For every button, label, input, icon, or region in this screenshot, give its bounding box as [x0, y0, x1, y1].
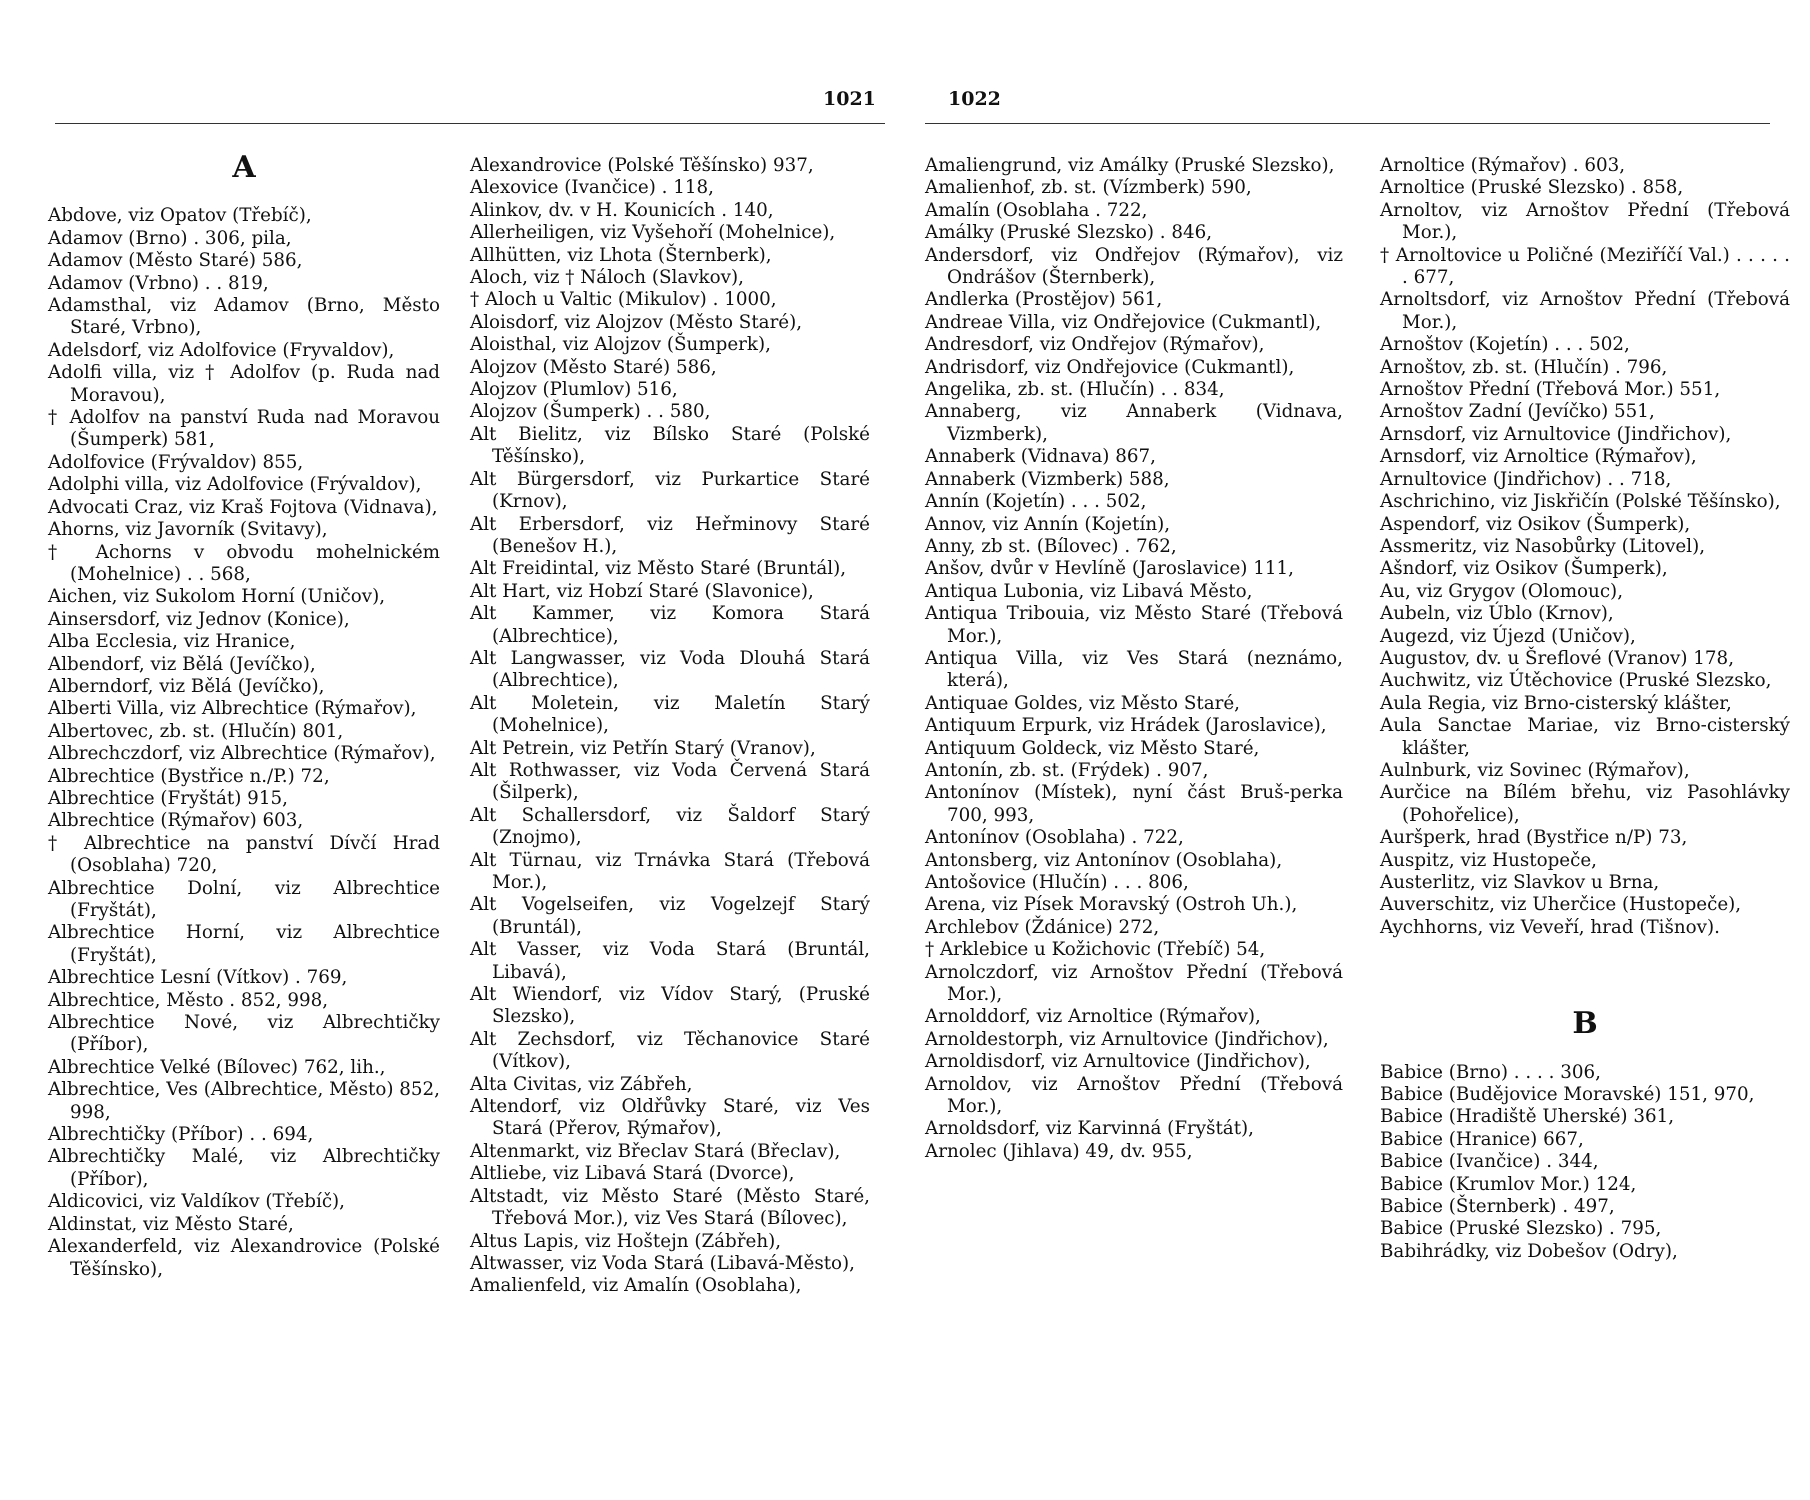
- index-entry: Altus Lapis, viz Hoštejn (Zábřeh),: [470, 1230, 782, 1252]
- index-entry: Alba Ecclesia, viz Hranice,: [48, 631, 296, 653]
- index-entry: † Aloch u Valtic (Mikulov) . 1000,: [470, 289, 777, 311]
- index-entry: Aubeln, viz Úblo (Krnov),: [1380, 603, 1614, 625]
- index-entry: Alberndorf, viz Bělá (Jevíčko),: [48, 675, 325, 697]
- index-entry: Alt Schallersdorf, viz Šaldorf Starý (Znojmo),: [470, 804, 870, 849]
- index-entry: Alt Petrein, viz Petřín Starý (Vranov),: [470, 737, 816, 759]
- index-entry: Arnoštov Přední (Třebová Mor.) 551,: [1380, 379, 1721, 401]
- index-entry: Auverschitz, viz Uherčice (Hustopeče),: [1380, 894, 1742, 916]
- index-entry: Arnsdorf, viz Arnoltice (Rýmařov),: [1380, 446, 1697, 468]
- index-entry: Alinkov, dv. v H. Kounicích . 140,: [470, 199, 774, 221]
- index-entry: Alexanderfeld, viz Alexandrovice (Polské Těšínsko),: [48, 1236, 440, 1280]
- index-entry: Alt Freidintal, viz Město Staré (Bruntál),: [470, 558, 847, 580]
- index-entry: Alt Zechsdorf, viz Těchanovice Staré (Vítkov),: [470, 1028, 870, 1073]
- index-entry: † Albrechtice na panství Dívčí Hrad (Osoblaha) 720,: [48, 832, 440, 877]
- index-entry: Assmeritz, viz Nasobůrky (Litovel),: [1380, 535, 1706, 557]
- index-entry: Archlebov (Ždánice) 272,: [925, 916, 1160, 938]
- index-entry: Aulnburk, viz Sovinec (Rýmařov),: [1380, 759, 1690, 781]
- index-entry: Alexandrovice (Polské Těšínsko) 937,: [470, 155, 814, 176]
- index-entry: Antonín, zb. st. (Frýdek) . 907,: [925, 759, 1209, 781]
- section-letter: A: [232, 150, 256, 185]
- index-entry: Albrechtičky Malé, viz Albrechtičky (Příbor),: [48, 1146, 440, 1190]
- index-entry: Albrechtice Nové, viz Albrechtičky (Příbor),: [48, 1012, 440, 1056]
- index-entry: Andersdorf, viz Ondřejov (Rýmařov), viz Ondrášov (Šternberk),: [925, 244, 1343, 289]
- index-entry: Adelsdorf, viz Adolfovice (Fryvaldov),: [48, 339, 395, 361]
- index-entry: Annaberg, viz Annaberk (Vidnava, Vizmberk),: [925, 401, 1343, 445]
- header-rule: [55, 123, 885, 124]
- index-entry: Ainsersdorf, viz Jednov (Konice),: [48, 608, 350, 630]
- index-entry: Antiquae Goldes, viz Město Staré,: [925, 692, 1240, 714]
- page-number: 1021: [823, 88, 876, 110]
- index-entry: Babice (Pruské Slezsko) . 795,: [1380, 1218, 1662, 1240]
- index-entry: Aula Sanctae Mariae, viz Brno-cisterský klášter,: [1380, 715, 1790, 759]
- index-entry: Alt Vasser, viz Voda Stará (Bruntál, Libavá),: [470, 939, 870, 983]
- index-entry: Annaberk (Vizmberk) 588,: [925, 468, 1170, 490]
- index-entry: Albrechtičky (Příbor) . . 694,: [48, 1124, 314, 1146]
- index-entry: Advocati Craz, viz Kraš Fojtova (Vidnava),: [48, 496, 438, 518]
- index-entry: Adamov (Město Staré) 586,: [48, 250, 303, 272]
- index-entry: Arnoldsdorf, viz Karvinná (Fryštát),: [925, 1118, 1254, 1140]
- index-entry: Andreae Villa, viz Ondřejovice (Cukmantl),: [925, 311, 1322, 333]
- index-entry: Antiqua Lubonia, viz Libavá Město,: [925, 580, 1253, 602]
- index-entry: Arnoštov (Kojetín) . . . 502,: [1380, 334, 1630, 356]
- index-entry: Albrechtice Velké (Bílovec) 762, lih.,: [48, 1056, 386, 1078]
- index-entry: Aula Regia, viz Brno-cisterský klášter,: [1380, 692, 1732, 714]
- index-entry: † Adolfov na panství Ruda nad Moravou (Šumperk) 581,: [48, 407, 440, 451]
- index-entry: Antonsberg, viz Antonínov (Osoblaha),: [925, 849, 1283, 871]
- index-entry: Alt Wiendorf, viz Vídov Starý, (Pruské Slezsko),: [470, 984, 870, 1028]
- index-entry: Albrechtice (Bystřice n./P.) 72,: [48, 765, 330, 787]
- index-entry: Albrechtice Horní, viz Albrechtice (Fryštát),: [48, 922, 440, 966]
- index-entry: Alt Kammer, viz Komora Stará (Albrechtice),: [470, 603, 870, 647]
- index-entry: Babice (Budějovice Moravské) 151, 970,: [1380, 1084, 1755, 1106]
- index-entry: Auspitz, viz Hustopeče,: [1380, 849, 1597, 871]
- index-entry: Arnolczdorf, viz Arnoštov Přední (Třebová Mor.),: [925, 961, 1343, 1006]
- index-entry: Albertovec, zb. st. (Hlučín) 801,: [48, 720, 344, 742]
- index-entry: Alt Türnau, viz Trnávka Stará (Třebová Mor.),: [470, 849, 870, 893]
- index-column: [470, 155, 870, 1298]
- index-entry: Andresdorf, viz Ondřejov (Rýmařov),: [925, 334, 1265, 356]
- index-entry: Allhütten, viz Lhota (Šternberk),: [470, 244, 772, 266]
- index-entry: Arnoldisdorf, viz Arnultovice (Jindřichov),: [925, 1051, 1311, 1073]
- index-entry: Arnultovice (Jindřichov) . . 718,: [1380, 468, 1672, 490]
- index-entry: Antiqua Tribouia, viz Město Staré (Třebová Mor.),: [925, 603, 1343, 647]
- index-entry: Andlerka (Prostějov) 561,: [925, 289, 1163, 311]
- index-entry: Altliebe, viz Libavá Stará (Dvorce),: [470, 1163, 795, 1185]
- index-entry: Auchwitz, viz Útěchovice (Pruské Slezsko,: [1380, 670, 1772, 692]
- index-entry: Alexovice (Ivančice) . 118,: [470, 177, 714, 199]
- index-entry: † Achorns v obvodu mohelnickém (Mohelnice) . . 568,: [48, 541, 440, 585]
- index-entry: Arnoltice (Rýmařov) . 603,: [1380, 155, 1626, 176]
- index-entry: Adolfi villa, viz † Adolfov (p. Ruda nad Moravou),: [48, 362, 440, 406]
- index-entry: Aldicovici, viz Valdíkov (Třebíč),: [48, 1191, 345, 1213]
- index-entry: Arnoldestorph, viz Arnultovice (Jindřichov),: [925, 1028, 1329, 1050]
- index-entry: Arnolddorf, viz Arnoltice (Rýmařov),: [925, 1006, 1261, 1028]
- index-entry: Antonínov (Osoblaha) . 722,: [925, 827, 1184, 849]
- index-entry: Alt Erbersdorf, viz Heřminovy Staré (Benešov H.),: [470, 513, 870, 557]
- index-entry: Albendorf, viz Bělá (Jevíčko),: [48, 653, 316, 675]
- index-entry: Aichen, viz Sukolom Horní (Uničov),: [48, 586, 386, 608]
- index-entry: Amaliengrund, viz Amálky (Pruské Slezsko),: [925, 155, 1335, 176]
- index-column: [48, 150, 440, 1281]
- index-entry: Aldinstat, viz Město Staré,: [48, 1213, 294, 1235]
- section-letter: B: [1572, 1006, 1598, 1042]
- index-entry: Antiquum Goldeck, viz Město Staré,: [925, 737, 1260, 759]
- index-entry: Ašndorf, viz Osikov (Šumperk),: [1380, 558, 1668, 580]
- index-entry: Antiquum Erpurk, viz Hrádek (Jaroslavice),: [925, 715, 1327, 737]
- index-entry: Alt Rothwasser, viz Voda Červená Stará (Šilperk),: [470, 759, 870, 804]
- index-entry: Amalín (Osoblaha . 722,: [925, 199, 1148, 221]
- index-entry: Ahorns, viz Javorník (Svitavy),: [48, 519, 328, 541]
- index-entry: Anny, zb st. (Bílovec) . 762,: [925, 535, 1177, 557]
- index-entry: Alt Bürgersdorf, viz Purkartice Staré (Krnov),: [470, 468, 870, 513]
- index-entry: Alt Moletein, viz Maletín Starý (Mohelnice),: [470, 692, 870, 737]
- index-entry: Angelika, zb. st. (Hlučín) . . 834,: [925, 379, 1225, 401]
- index-entry: Babice (Krumlov Mor.) 124,: [1380, 1173, 1637, 1195]
- index-entry: Adolfovice (Frývaldov) 855,: [48, 451, 304, 473]
- index-entry: Alt Bielitz, viz Bílsko Staré (Polské Těšínsko),: [470, 423, 870, 468]
- index-entry: Allerheiligen, viz Vyšehoří (Mohelnice),: [470, 222, 836, 244]
- right-page: [905, 0, 1810, 1500]
- index-entry: Antošovice (Hlučín) . . . 806,: [925, 872, 1189, 893]
- index-entry: Augezd, viz Újezd (Uničov),: [1380, 625, 1636, 647]
- index-entry: Alt Hart, viz Hobzí Staré (Slavonice),: [470, 580, 814, 602]
- index-entry: Babice (Brno) . . . . 306,: [1380, 1061, 1601, 1083]
- index-entry: Austerlitz, viz Slavkov u Brna,: [1380, 872, 1660, 893]
- index-entry: Abdove, viz Opatov (Třebíč),: [48, 205, 312, 227]
- index-entry: Babice (Šternberk) . 497,: [1380, 1196, 1615, 1218]
- index-entry: † Arklebice u Kožichovic (Třebíč) 54,: [925, 939, 1266, 961]
- index-entry: Aurčice na Bílém břehu, viz Pasohlávky (Pohořelice),: [1380, 782, 1790, 826]
- index-entry: Alojzov (Plumlov) 516,: [470, 379, 678, 401]
- index-entry: Amálky (Pruské Slezsko) . 846,: [925, 222, 1213, 244]
- index-entry: Altstadt, viz Město Staré (Město Staré, Třebová Mor.), viz Ves Stará (Bílovec),: [470, 1185, 870, 1230]
- index-entry: Annov, viz Annín (Kojetín),: [925, 513, 1171, 535]
- index-column: [925, 155, 1343, 1163]
- index-entry: Aloisdorf, viz Alojzov (Město Staré),: [470, 311, 803, 333]
- index-entry: Alberti Villa, viz Albrechtice (Rýmařov),: [48, 698, 417, 720]
- index-entry: Babice (Hranice) 667,: [1380, 1128, 1584, 1150]
- index-entry: Arnoltsdorf, viz Arnoštov Přední (Třebová Mor.),: [1380, 289, 1790, 333]
- index-entry: † Arnoltovice u Poličné (Meziříčí Val.) . . . . . . 677,: [1380, 244, 1790, 289]
- index-entry: Alojzov (Šumperk) . . 580,: [470, 401, 711, 423]
- index-entry: Babice (Hradiště Uherské) 361,: [1380, 1106, 1675, 1128]
- entry-list: [1380, 155, 1790, 939]
- index-entry: Antiqua Villa, viz Ves Stará (neznámo, která),: [925, 647, 1343, 692]
- index-entry: Aspendorf, viz Osikov (Šumperk),: [1380, 513, 1691, 535]
- spacer: [1380, 939, 1790, 1011]
- index-entry: Babihrádky, viz Dobešov (Odry),: [1380, 1240, 1678, 1262]
- index-entry: Arnoštov, zb. st. (Hlučín) . 796,: [1380, 356, 1668, 378]
- index-entry: Adamsthal, viz Adamov (Brno, Město Staré, Vrbno),: [48, 295, 440, 339]
- index-entry: Augustov, dv. u Šreflové (Vranov) 178,: [1380, 647, 1735, 669]
- index-entry: Anšov, dvůr v Hevlíně (Jaroslavice) 111,: [925, 558, 1294, 580]
- index-entry: Aschrichino, viz Jiskřičín (Polské Těšínsko),: [1380, 491, 1781, 513]
- index-entry: Arnsdorf, viz Arnultovice (Jindřichov),: [1380, 423, 1732, 445]
- index-entry: Altenmarkt, viz Břeclav Stará (Břeclav),: [470, 1140, 841, 1162]
- index-entry: Amalienhof, zb. st. (Vízmberk) 590,: [925, 177, 1252, 199]
- index-entry: Aychhorns, viz Veveří, hrad (Tišnov).: [1380, 916, 1720, 938]
- entry-list: [48, 205, 440, 1281]
- index-column: [1380, 155, 1790, 1263]
- index-entry: Arena, viz Písek Moravský (Ostroh Uh.),: [925, 894, 1298, 916]
- index-entry: Auršperk, hrad (Bystřice n/P) 73,: [1380, 827, 1688, 849]
- index-entry: Albrechczdorf, viz Albrechtice (Rýmařov),: [48, 743, 436, 765]
- index-entry: Albrechtice, Ves (Albrechtice, Město) 852, 998,: [48, 1079, 440, 1123]
- index-entry: Alta Civitas, viz Zábřeh,: [470, 1073, 693, 1095]
- index-entry: Arnolec (Jihlava) 49, dv. 955,: [925, 1140, 1193, 1162]
- index-entry: Alojzov (Město Staré) 586,: [470, 356, 717, 378]
- index-entry: Arnoštov Zadní (Jevíčko) 551,: [1380, 401, 1655, 423]
- index-entry: Aloisthal, viz Alojzov (Šumperk),: [470, 334, 771, 356]
- index-entry: Altendorf, viz Oldřůvky Staré, viz Ves Stará (Přerov, Rýmařov),: [470, 1096, 870, 1140]
- page-number: 1022: [948, 88, 1001, 110]
- index-entry: Alt Langwasser, viz Voda Dlouhá Stará (Albrechtice),: [470, 647, 870, 692]
- index-entry: Alt Vogelseifen, viz Vogelzejf Starý (Bruntál),: [470, 894, 870, 938]
- entry-list: [1380, 1062, 1790, 1264]
- index-entry: Annín (Kojetín) . . . 502,: [925, 491, 1147, 513]
- index-entry: Au, viz Grygov (Olomouc),: [1380, 580, 1624, 602]
- index-entry: Adamov (Vrbno) . . 819,: [48, 272, 269, 294]
- index-entry: Andrisdorf, viz Ondřejovice (Cukmantl),: [925, 356, 1295, 378]
- index-entry: Albrechtice Dolní, viz Albrechtice (Fryštát),: [48, 877, 440, 921]
- index-entry: Annaberk (Vidnava) 867,: [925, 446, 1156, 468]
- index-entry: Albrechtice (Rýmařov) 603,: [48, 810, 304, 832]
- index-entry: Babice (Ivančice) . 344,: [1380, 1151, 1599, 1173]
- entry-list: [470, 155, 870, 1298]
- index-entry: Adamov (Brno) . 306, pila,: [48, 227, 292, 249]
- index-entry: Aloch, viz † Náloch (Slavkov),: [470, 267, 744, 289]
- index-entry: Arnoldov, viz Arnoštov Přední (Třebová Mor.),: [925, 1073, 1343, 1118]
- header-rule: [925, 123, 1770, 124]
- index-entry: Arnoltov, viz Arnoštov Přední (Třebová Mor.),: [1380, 199, 1790, 244]
- index-entry: Adolphi villa, viz Adolfovice (Frývaldov),: [48, 474, 422, 496]
- index-entry: Albrechtice Lesní (Vítkov) . 769,: [48, 967, 348, 989]
- index-entry: Albrechtice (Fryštát) 915,: [48, 787, 288, 809]
- index-entry: Amalienfeld, viz Amalín (Osoblaha),: [470, 1275, 802, 1297]
- index-entry: Altwasser, viz Voda Stará (Libavá-Město),: [470, 1252, 855, 1274]
- index-entry: Albrechtice, Město . 852, 998,: [48, 989, 329, 1011]
- index-entry: Arnoltice (Pruské Slezsko) . 858,: [1380, 177, 1684, 199]
- entry-list: [925, 155, 1343, 1163]
- index-entry: Antonínov (Místek), nyní část Bruš-perka 700, 993,: [925, 782, 1343, 826]
